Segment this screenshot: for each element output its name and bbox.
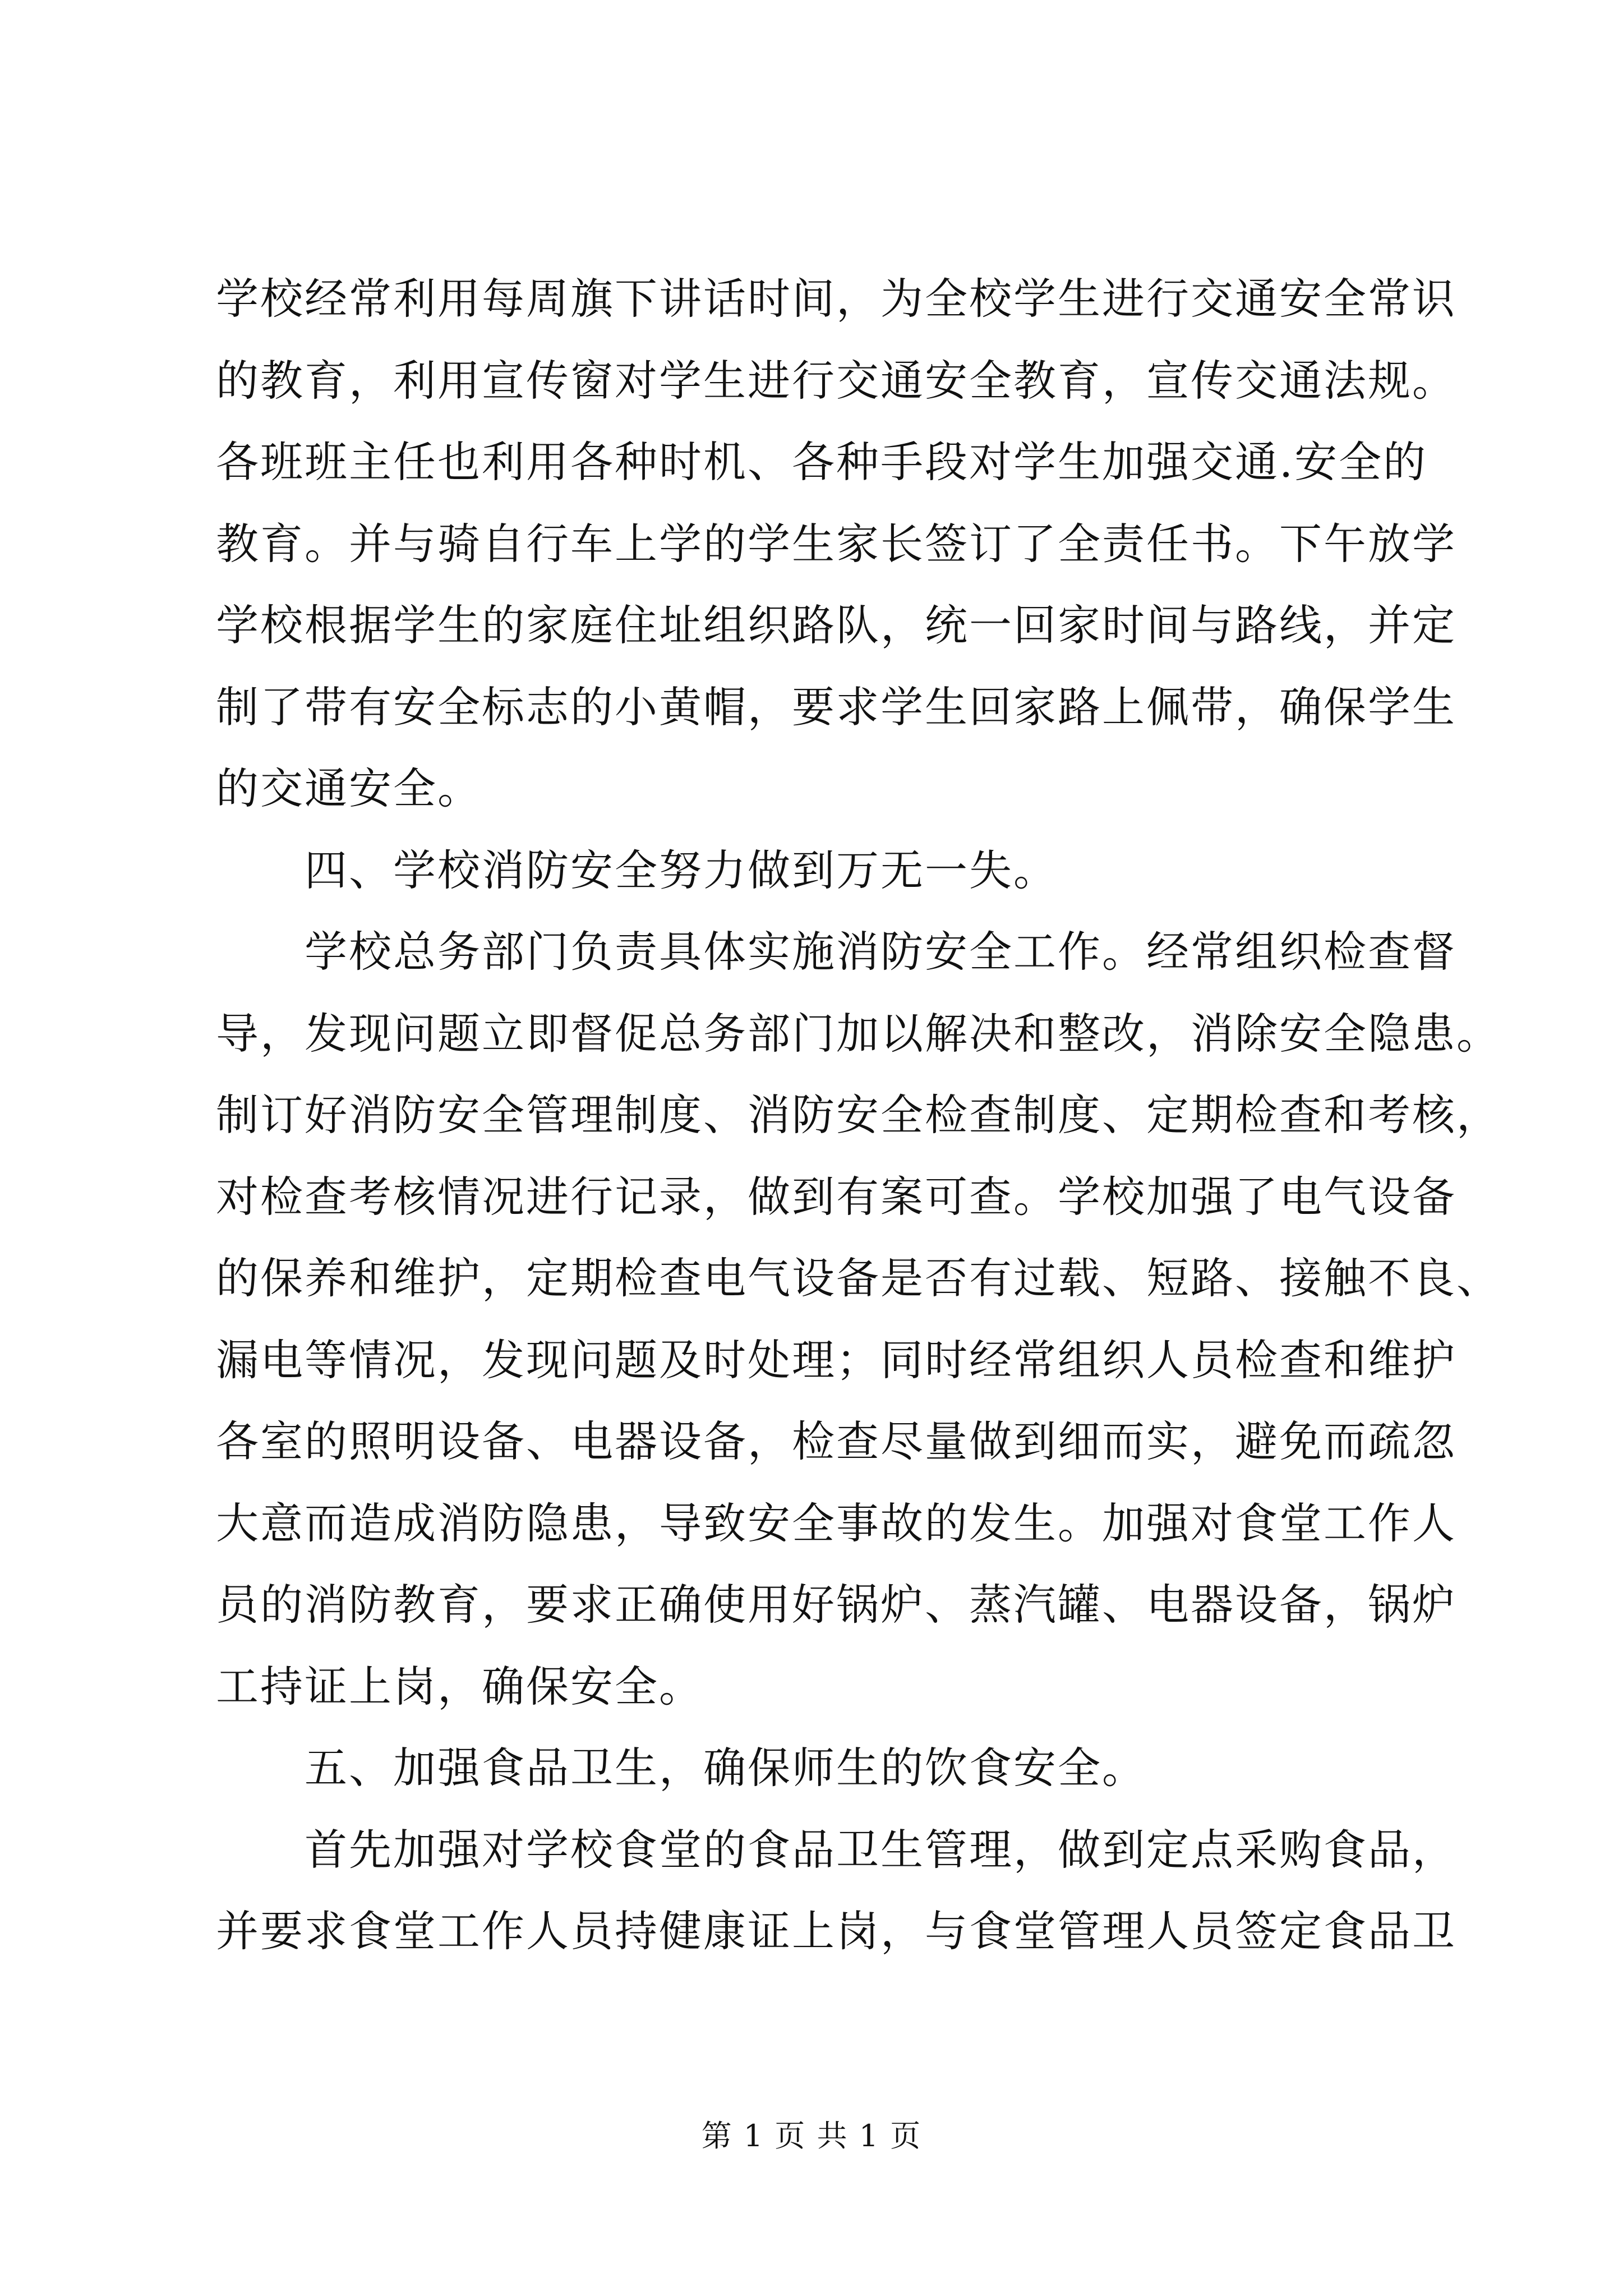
section-heading: 四、学校消防安全努力做到万无一失。 — [216, 845, 1058, 895]
text-line: 制订好消防安全管理制度、消防安全检查制度、定期检查和考核， — [216, 1090, 1501, 1140]
text-line: 的保养和维护，定期检查电气设备是否有过载、短路、接触不良、 — [216, 1253, 1501, 1303]
section-heading: 五、加强食品卫生，确保师生的饮食安全。 — [216, 1743, 1146, 1793]
text-line: 学校根据学生的家庭住址组织路队，统一回家时间与路线，并定 — [216, 600, 1456, 650]
text-line: 各班班主任也利用各种时机、各种手段对学生加强交通.安全的 — [216, 437, 1428, 487]
text-line: 学校经常利用每周旗下讲话时间，为全校学生进行交通安全常识 — [216, 274, 1456, 324]
text-line: 的交通安全。 — [216, 763, 482, 813]
text-line: 教育。并与骑自行车上学的学生家长签订了全责任书。下午放学 — [216, 518, 1456, 569]
text-line: 漏电等情况，发现问题及时处理；同时经常组织人员检查和维护 — [216, 1335, 1456, 1385]
body-text — [216, 258, 1501, 1972]
text-line: 大意而造成消防隐患，导致安全事故的发生。加强对食堂工作人 — [216, 1498, 1456, 1548]
text-line: 首先加强对学校食堂的食品卫生管理，做到定点采购食品， — [216, 1824, 1456, 1875]
text-line: 制了带有安全标志的小黄帽，要求学生回家路上佩带，确保学生 — [216, 682, 1456, 732]
text-line: 对检查考核情况进行记录，做到有案可查。学校加强了电气设备 — [216, 1171, 1456, 1222]
page-number-footer: 第 1 页 共 1 页 — [701, 2118, 922, 2154]
text-line: 学校总务部门负责具体实施消防安全工作。经常组织检查督 — [216, 927, 1456, 977]
text-line: 并要求食堂工作人员持健康证上岗，与食堂管理人员签定食品卫 — [216, 1906, 1456, 1956]
text-line: 导，发现问题立即督促总务部门加以解决和整改，消除安全隐患。 — [216, 1008, 1501, 1059]
text-line: 的教育，利用宣传窗对学生进行交通安全教育，宣传交通法规。 — [216, 355, 1456, 406]
text-line: 各室的照明设备、电器设备，检查尽量做到细而实，避免而疏忽 — [216, 1416, 1456, 1466]
text-line: 员的消防教育，要求正确使用好锅炉、蒸汽罐、电器设备，锅炉 — [216, 1580, 1456, 1630]
text-line: 工持证上岗，确保安全。 — [216, 1661, 703, 1711]
